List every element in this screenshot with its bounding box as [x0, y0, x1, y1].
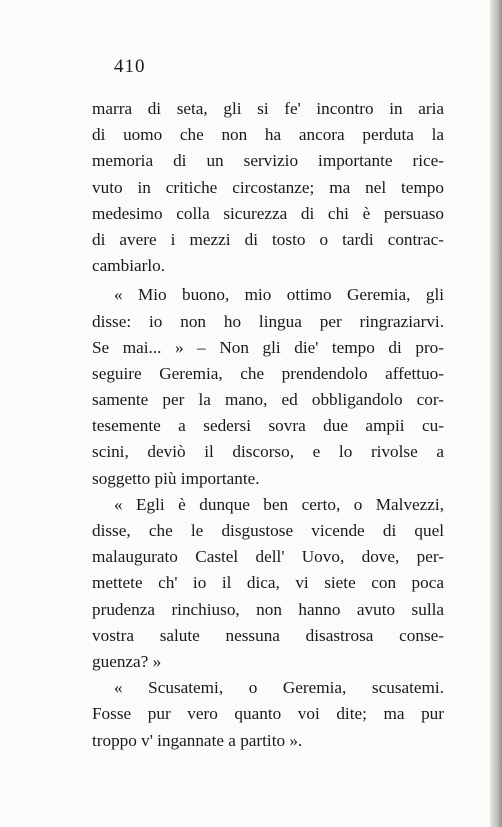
text-line: guenza? » [92, 651, 162, 671]
text-line: samente per la mano, ed obbligandolo cor- [92, 390, 444, 410]
text-line: memoria di un servizio importante rice- [92, 151, 444, 171]
text-line: scini, deviò il discorso, e lo rivolse a [92, 442, 444, 462]
text-line: « Mio buono, mio ottimo Geremia, gli [114, 285, 444, 305]
text-line: tesemente a sedersi sovra due ampii cu- [92, 416, 444, 436]
text-line: vostra salute nessuna disastrosa conse- [92, 625, 444, 645]
text-line: malaugurato Castel dell' Uovo, dove, per- [92, 547, 444, 567]
page-number: 410 [114, 56, 146, 77]
text-line: « Egli è dunque ben certo, o Malvezzi, [114, 494, 444, 514]
text-line: di avere i mezzi di tosto o tardi contrac- [92, 229, 444, 249]
page-edge-shadow [490, 0, 502, 827]
text-line: prudenza rinchiuso, non hanno avuto sulla [92, 599, 444, 619]
text-line: Fosse pur vero quanto voi dite; ma pur [92, 704, 444, 724]
text-line: cambiarlo. [92, 256, 166, 276]
text-line: vuto in critiche circostanze; ma nel tempo [92, 177, 444, 197]
text-line: mettete ch' io il dica, vi siete con poca [92, 573, 444, 593]
text-line: medesimo colla sicurezza di chi è persuaso [92, 203, 444, 223]
text-line: « Scusatemi, o Geremia, scusatemi. [114, 678, 444, 698]
text-line: soggetto più importante. [92, 468, 260, 488]
body-text [92, 96, 444, 754]
text-line: troppo v' ingannate a partito ». [92, 730, 303, 750]
text-line: Se mai... » – Non gli die' tempo di pro- [92, 337, 444, 357]
text-line: di uomo che non ha ancora perduta la [92, 125, 444, 145]
text-line: disse, che le disgustose vicende di quel [92, 521, 444, 540]
text-line: disse: io non ho lingua per ringraziarvi. [92, 311, 444, 331]
text-line: seguire Geremia, che prendendolo affettuo- [92, 363, 444, 383]
text-line: marra di seta, gli si fe' incontro in aria [92, 99, 444, 118]
